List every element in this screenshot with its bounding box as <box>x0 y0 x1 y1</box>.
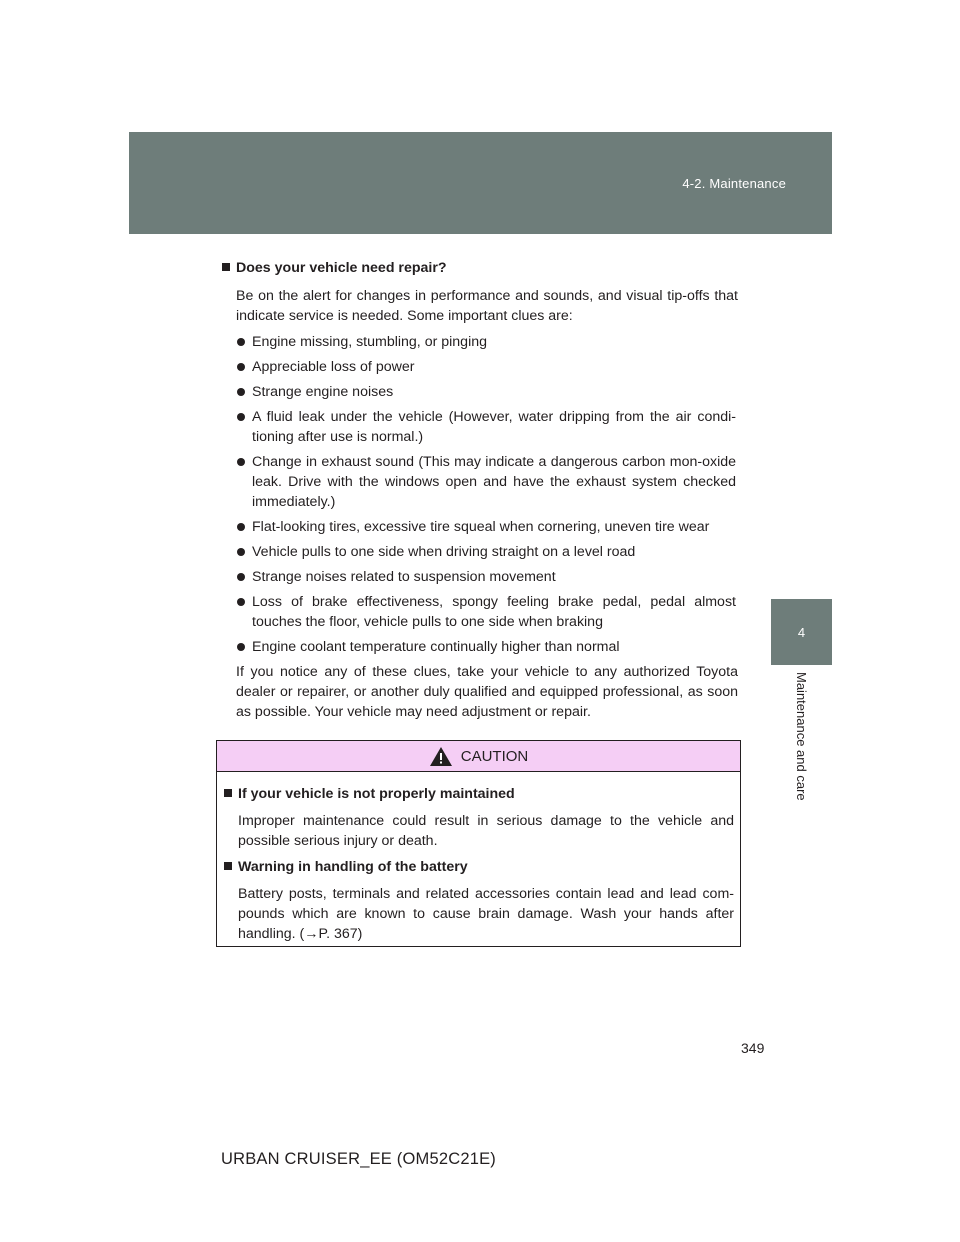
section-heading-text: Does your vehicle need repair? <box>236 260 447 276</box>
list-item-text: Strange engine noises <box>252 384 394 400</box>
main-content <box>222 258 738 728</box>
list-item-text: Change in exhaust sound (This may indicate a dangerous carbon mon-oxide leak. Drive with the windows open and have the exhaust system checked immediately.) <box>252 454 736 510</box>
list-item <box>222 542 738 562</box>
section-heading <box>222 258 738 278</box>
chapter-label-text: Maintenance and care <box>794 672 809 801</box>
caution-header <box>217 741 740 772</box>
square-bullet-icon <box>222 263 230 271</box>
caution-item-text: Battery posts, terminals and related accessories contain lead and lead com-pounds which are known to cause brain damage. Wash your hands after handling. (→P. 367) <box>238 886 734 942</box>
list-item-text: Engine coolant temperature continually higher than normal <box>252 639 620 655</box>
list-item <box>222 452 738 512</box>
bullet-dot-icon <box>237 338 245 346</box>
list-item-text: Engine missing, stumbling, or pinging <box>252 334 488 350</box>
list-item <box>222 517 738 537</box>
bullet-dot-icon <box>237 548 245 556</box>
list-item <box>222 332 738 352</box>
caution-item-heading-text: Warning in handling of the battery <box>238 859 468 875</box>
list-item-text: Strange noises related to suspension movement <box>252 569 556 585</box>
list-item-text: Loss of brake effectiveness, spongy feeling brake pedal, pedal almost touches the floor, vehicle pulls to one side when braking <box>252 594 736 630</box>
chapter-label <box>771 672 832 822</box>
list-item <box>222 592 738 632</box>
list-item-text: Vehicle pulls to one side when driving straight on a level road <box>252 544 636 560</box>
list-item <box>222 567 738 587</box>
caution-box <box>216 740 741 947</box>
bullet-dot-icon <box>237 598 245 606</box>
bullet-dot-icon <box>237 388 245 396</box>
warning-triangle-icon <box>429 746 453 767</box>
bullet-dot-icon <box>237 458 245 466</box>
caution-item-heading-text: If your vehicle is not properly maintained <box>238 786 515 802</box>
caution-item-text: Improper maintenance could result in serious damage to the vehicle and possible serious injury or death. <box>238 813 734 849</box>
caution-item-heading <box>224 857 734 877</box>
document-code: URBAN CRUISER_EE (OM52C21E) <box>221 1150 496 1168</box>
list-item <box>222 637 738 657</box>
intro-paragraph: Be on the alert for changes in performance and sounds, and visual tip-offs that indicate service is needed. Some important clues are: <box>236 288 738 324</box>
closing-paragraph: If you notice any of these clues, take your vehicle to any authorized Toyota dealer or repairer, or another duly qualified and equipped professional, as soon as possible. Your vehicle may need adjustment or repair. <box>236 664 738 720</box>
list-item-text: A fluid leak under the vehicle (However, water dripping from the air condi-tioning after use is normal.) <box>252 409 736 445</box>
caution-title: CAUTION <box>460 747 529 765</box>
caution-item-heading <box>224 784 734 804</box>
bullet-dot-icon <box>237 643 245 651</box>
bullet-dot-icon <box>237 413 245 421</box>
list-item <box>222 382 738 402</box>
square-bullet-icon <box>224 862 232 870</box>
list-item-text: Flat-looking tires, excessive tire squeal when cornering, uneven tire wear <box>252 519 710 535</box>
page-number: 349 <box>741 1040 765 1056</box>
bullet-dot-icon <box>237 363 245 371</box>
header-band <box>129 132 832 234</box>
bullet-dot-icon <box>237 573 245 581</box>
bullet-dot-icon <box>237 523 245 531</box>
section-title: 4-2. Maintenance <box>682 176 786 191</box>
square-bullet-icon <box>224 789 232 797</box>
list-item-text: Appreciable loss of power <box>252 359 415 375</box>
chapter-number: 4 <box>797 624 806 640</box>
chapter-tab <box>771 599 832 665</box>
list-item <box>222 357 738 377</box>
caution-body <box>217 772 740 944</box>
list-item <box>222 407 738 447</box>
